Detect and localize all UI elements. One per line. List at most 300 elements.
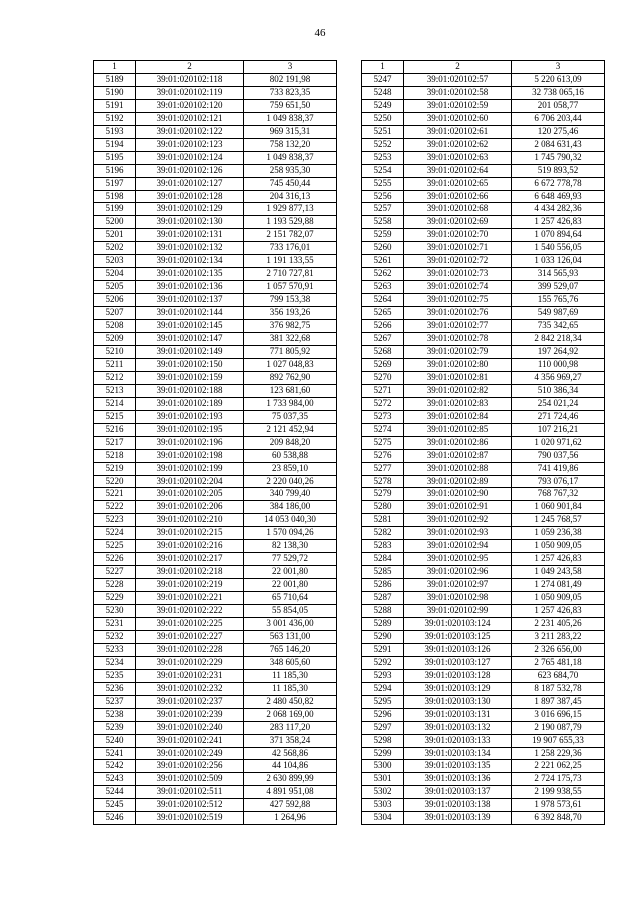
- cadastral-number: 39:01:020102:237: [136, 695, 244, 708]
- row-number: 5282: [362, 527, 404, 540]
- cadastral-value: 768 767,32: [512, 488, 605, 501]
- row-number: 5190: [94, 86, 136, 99]
- cadastral-value: 271 724,46: [512, 410, 605, 423]
- table-row: [362, 203, 605, 216]
- table-row: [94, 734, 337, 747]
- table-row: [94, 177, 337, 190]
- cadastral-value: 23 859,10: [244, 462, 337, 475]
- cadastral-value: 1 733 984,00: [244, 397, 337, 410]
- table-row: [362, 475, 605, 488]
- cadastral-value: 1 049 838,37: [244, 112, 337, 125]
- cadastral-number: 39:01:020102:124: [136, 151, 244, 164]
- table-row: [362, 436, 605, 449]
- cadastral-number: 39:01:020102:189: [136, 397, 244, 410]
- cadastral-number: 39:01:020102:188: [136, 384, 244, 397]
- row-number: 5225: [94, 540, 136, 553]
- cadastral-number: 39:01:020102:79: [404, 345, 512, 358]
- row-number: 5292: [362, 656, 404, 669]
- row-number: 5260: [362, 242, 404, 255]
- table-row: [94, 553, 337, 566]
- cadastral-value: 1 245 768,57: [512, 514, 605, 527]
- cadastral-number: 39:01:020102:222: [136, 605, 244, 618]
- cadastral-number: 39:01:020103:126: [404, 643, 512, 656]
- cadastral-value: 2 480 450,82: [244, 695, 337, 708]
- row-number: 5283: [362, 540, 404, 553]
- table-row: [94, 617, 337, 630]
- cadastral-value: 1 070 894,64: [512, 229, 605, 242]
- table-row: [362, 786, 605, 799]
- cadastral-table-left: [93, 60, 337, 825]
- cadastral-number: 39:01:020103:131: [404, 708, 512, 721]
- table-row: [362, 553, 605, 566]
- row-number: 5191: [94, 99, 136, 112]
- cadastral-number: 39:01:020102:229: [136, 656, 244, 669]
- cadastral-number: 39:01:020102:150: [136, 358, 244, 371]
- cadastral-number: 39:01:020102:512: [136, 799, 244, 812]
- cadastral-number: 39:01:020102:73: [404, 268, 512, 281]
- table-row: [362, 384, 605, 397]
- cadastral-number: 39:01:020103:132: [404, 721, 512, 734]
- cadastral-value: 82 138,30: [244, 540, 337, 553]
- row-number: 5252: [362, 138, 404, 151]
- cadastral-value: 384 186,00: [244, 501, 337, 514]
- cadastral-value: 314 565,93: [512, 268, 605, 281]
- cadastral-value: 1 193 529,88: [244, 216, 337, 229]
- header-row: [94, 61, 337, 74]
- row-number: 5298: [362, 734, 404, 747]
- cadastral-number: 39:01:020102:231: [136, 669, 244, 682]
- column-header: 1: [362, 61, 404, 74]
- table-row: [94, 125, 337, 138]
- table-row: [94, 656, 337, 669]
- row-number: 5259: [362, 229, 404, 242]
- table-row: [94, 462, 337, 475]
- cadastral-value: 381 322,68: [244, 333, 337, 346]
- cadastral-value: 2 199 938,55: [512, 786, 605, 799]
- row-number: 5208: [94, 320, 136, 333]
- table-row: [94, 242, 337, 255]
- cadastral-number: 39:01:020102:64: [404, 164, 512, 177]
- table-row: [94, 203, 337, 216]
- row-number: 5201: [94, 229, 136, 242]
- cadastral-value: 32 738 065,16: [512, 86, 605, 99]
- cadastral-value: 2 068 169,00: [244, 708, 337, 721]
- cadastral-number: 39:01:020102:85: [404, 423, 512, 436]
- table-row: [362, 527, 605, 540]
- cadastral-value: 60 538,88: [244, 449, 337, 462]
- cadastral-value: 2 724 175,73: [512, 773, 605, 786]
- cadastral-value: 741 419,86: [512, 462, 605, 475]
- cadastral-number: 39:01:020102:205: [136, 488, 244, 501]
- table-row: [362, 112, 605, 125]
- cadastral-number: 39:01:020102:81: [404, 371, 512, 384]
- cadastral-number: 39:01:020103:133: [404, 734, 512, 747]
- cadastral-number: 39:01:020102:135: [136, 268, 244, 281]
- row-number: 5210: [94, 345, 136, 358]
- cadastral-value: 2 221 062,25: [512, 760, 605, 773]
- row-number: 5205: [94, 281, 136, 294]
- row-number: 5199: [94, 203, 136, 216]
- cadastral-number: 39:01:020102:80: [404, 358, 512, 371]
- cadastral-value: 340 799,40: [244, 488, 337, 501]
- table-row: [94, 151, 337, 164]
- cadastral-value: 283 117,20: [244, 721, 337, 734]
- cadastral-number: 39:01:020102:129: [136, 203, 244, 216]
- row-number: 5301: [362, 773, 404, 786]
- column-header: 1: [94, 61, 136, 74]
- cadastral-value: 4 434 282,36: [512, 203, 605, 216]
- cadastral-value: 3 211 283,22: [512, 630, 605, 643]
- cadastral-value: 969 315,31: [244, 125, 337, 138]
- row-number: 5275: [362, 436, 404, 449]
- cadastral-number: 39:01:020102:88: [404, 462, 512, 475]
- cadastral-value: 1 274 081,49: [512, 579, 605, 592]
- cadastral-value: 1 033 126,04: [512, 255, 605, 268]
- row-number: 5211: [94, 358, 136, 371]
- cadastral-value: 1 978 573,61: [512, 799, 605, 812]
- cadastral-value: 107 216,21: [512, 423, 605, 436]
- row-number: 5250: [362, 112, 404, 125]
- cadastral-number: 39:01:020103:134: [404, 747, 512, 760]
- cadastral-value: 733 176,01: [244, 242, 337, 255]
- cadastral-number: 39:01:020102:204: [136, 475, 244, 488]
- table-row: [362, 281, 605, 294]
- cadastral-number: 39:01:020102:210: [136, 514, 244, 527]
- row-number: 5242: [94, 760, 136, 773]
- table-row: [362, 540, 605, 553]
- cadastral-number: 39:01:020102:95: [404, 553, 512, 566]
- header-row: [362, 61, 605, 74]
- row-number: 5253: [362, 151, 404, 164]
- row-number: 5226: [94, 553, 136, 566]
- table-row: [362, 592, 605, 605]
- cadastral-number: 39:01:020102:68: [404, 203, 512, 216]
- cadastral-number: 39:01:020102:249: [136, 747, 244, 760]
- table-row: [94, 190, 337, 203]
- table-row: [362, 345, 605, 358]
- cadastral-value: 1 540 556,05: [512, 242, 605, 255]
- row-number: 5258: [362, 216, 404, 229]
- cadastral-value: 120 275,46: [512, 125, 605, 138]
- cadastral-value: 733 823,35: [244, 86, 337, 99]
- cadastral-value: 1 191 133,55: [244, 255, 337, 268]
- row-number: 5212: [94, 371, 136, 384]
- table-row: [94, 540, 337, 553]
- table-row: [362, 721, 605, 734]
- table-row: [94, 592, 337, 605]
- row-number: 5262: [362, 268, 404, 281]
- row-number: 5256: [362, 190, 404, 203]
- table-row: [362, 242, 605, 255]
- row-number: 5216: [94, 423, 136, 436]
- cadastral-number: 39:01:020102:145: [136, 320, 244, 333]
- cadastral-number: 39:01:020103:139: [404, 812, 512, 825]
- table-row: [94, 333, 337, 346]
- table-row: [94, 384, 337, 397]
- cadastral-value: 2 630 899,99: [244, 773, 337, 786]
- table-row: [94, 605, 337, 618]
- table-row: [94, 721, 337, 734]
- cadastral-value: 22 001,80: [244, 579, 337, 592]
- cadastral-number: 39:01:020102:159: [136, 371, 244, 384]
- cadastral-number: 39:01:020102:94: [404, 540, 512, 553]
- row-number: 5218: [94, 449, 136, 462]
- cadastral-number: 39:01:020103:130: [404, 695, 512, 708]
- cadastral-value: 110 000,98: [512, 358, 605, 371]
- cadastral-number: 39:01:020102:232: [136, 682, 244, 695]
- cadastral-number: 39:01:020102:241: [136, 734, 244, 747]
- cadastral-number: 39:01:020102:66: [404, 190, 512, 203]
- cadastral-value: 1 257 426,83: [512, 216, 605, 229]
- row-number: 5236: [94, 682, 136, 695]
- table-row: [94, 630, 337, 643]
- cadastral-number: 39:01:020102:57: [404, 73, 512, 86]
- cadastral-value: 42 568,86: [244, 747, 337, 760]
- table-row: [362, 294, 605, 307]
- cadastral-number: 39:01:020102:91: [404, 501, 512, 514]
- cadastral-number: 39:01:020103:138: [404, 799, 512, 812]
- row-number: 5286: [362, 579, 404, 592]
- cadastral-number: 39:01:020102:75: [404, 294, 512, 307]
- table-row: [362, 307, 605, 320]
- cadastral-value: 44 104,86: [244, 760, 337, 773]
- row-number: 5297: [362, 721, 404, 734]
- row-number: 5280: [362, 501, 404, 514]
- cadastral-value: 519 893,52: [512, 164, 605, 177]
- cadastral-value: 399 529,07: [512, 281, 605, 294]
- cadastral-number: 39:01:020102:239: [136, 708, 244, 721]
- cadastral-value: 254 021,24: [512, 397, 605, 410]
- cadastral-value: 14 053 040,30: [244, 514, 337, 527]
- cadastral-number: 39:01:020102:65: [404, 177, 512, 190]
- row-number: 5234: [94, 656, 136, 669]
- cadastral-number: 39:01:020102:59: [404, 99, 512, 112]
- cadastral-value: 3 016 696,15: [512, 708, 605, 721]
- cadastral-value: 65 710,64: [244, 592, 337, 605]
- cadastral-value: 348 605,60: [244, 656, 337, 669]
- table-row: [94, 643, 337, 656]
- cadastral-value: 6 672 778,78: [512, 177, 605, 190]
- cadastral-value: 6 392 848,70: [512, 812, 605, 825]
- row-number: 5263: [362, 281, 404, 294]
- table-row: [362, 320, 605, 333]
- cadastral-number: 39:01:020102:199: [136, 462, 244, 475]
- row-number: 5189: [94, 73, 136, 86]
- cadastral-number: 39:01:020102:74: [404, 281, 512, 294]
- table-row: [362, 177, 605, 190]
- column-header: 2: [404, 61, 512, 74]
- cadastral-value: 2 231 405,26: [512, 617, 605, 630]
- cadastral-value: 1 897 387,45: [512, 695, 605, 708]
- row-number: 5264: [362, 294, 404, 307]
- cadastral-value: 563 131,00: [244, 630, 337, 643]
- table-row: [362, 656, 605, 669]
- table-row: [94, 501, 337, 514]
- row-number: 5220: [94, 475, 136, 488]
- table-row: [94, 268, 337, 281]
- cadastral-value: 2 326 656,00: [512, 643, 605, 656]
- cadastral-number: 39:01:020102:519: [136, 812, 244, 825]
- row-number: 5300: [362, 760, 404, 773]
- row-number: 5303: [362, 799, 404, 812]
- row-number: 5285: [362, 566, 404, 579]
- row-number: 5257: [362, 203, 404, 216]
- row-number: 5296: [362, 708, 404, 721]
- cadastral-number: 39:01:020102:256: [136, 760, 244, 773]
- row-number: 5196: [94, 164, 136, 177]
- cadastral-number: 39:01:020102:195: [136, 423, 244, 436]
- table-row: [362, 371, 605, 384]
- cadastral-number: 39:01:020102:58: [404, 86, 512, 99]
- row-number: 5195: [94, 151, 136, 164]
- cadastral-value: 201 058,77: [512, 99, 605, 112]
- row-number: 5293: [362, 669, 404, 682]
- row-number: 5222: [94, 501, 136, 514]
- cadastral-value: 1 257 426,83: [512, 553, 605, 566]
- cadastral-number: 39:01:020102:511: [136, 786, 244, 799]
- cadastral-value: 4 891 951,08: [244, 786, 337, 799]
- table-row: [94, 138, 337, 151]
- cadastral-number: 39:01:020102:77: [404, 320, 512, 333]
- cadastral-value: 2 084 631,43: [512, 138, 605, 151]
- cadastral-value: 1 050 909,05: [512, 540, 605, 553]
- table-row: [94, 812, 337, 825]
- row-number: 5200: [94, 216, 136, 229]
- table-row: [362, 708, 605, 721]
- table-row: [94, 773, 337, 786]
- row-number: 5232: [94, 630, 136, 643]
- cadastral-number: 39:01:020102:119: [136, 86, 244, 99]
- cadastral-number: 39:01:020102:98: [404, 592, 512, 605]
- table-row: [362, 773, 605, 786]
- table-row: [362, 579, 605, 592]
- cadastral-value: 1 049 243,58: [512, 566, 605, 579]
- row-number: 5284: [362, 553, 404, 566]
- table-row: [94, 229, 337, 242]
- cadastral-number: 39:01:020102:121: [136, 112, 244, 125]
- cadastral-number: 39:01:020103:137: [404, 786, 512, 799]
- table-body-left: [94, 61, 337, 825]
- cadastral-number: 39:01:020102:86: [404, 436, 512, 449]
- table-row: [362, 605, 605, 618]
- table-row: [94, 345, 337, 358]
- cadastral-number: 39:01:020102:134: [136, 255, 244, 268]
- cadastral-number: 39:01:020102:89: [404, 475, 512, 488]
- table-row: [94, 682, 337, 695]
- row-number: 5247: [362, 73, 404, 86]
- cadastral-number: 39:01:020102:123: [136, 138, 244, 151]
- cadastral-number: 39:01:020103:136: [404, 773, 512, 786]
- row-number: 5304: [362, 812, 404, 825]
- cadastral-number: 39:01:020102:93: [404, 527, 512, 540]
- row-number: 5266: [362, 320, 404, 333]
- cadastral-number: 39:01:020102:219: [136, 579, 244, 592]
- column-header: 2: [136, 61, 244, 74]
- table-row: [362, 747, 605, 760]
- row-number: 5267: [362, 333, 404, 346]
- cadastral-value: 793 076,17: [512, 475, 605, 488]
- row-number: 5192: [94, 112, 136, 125]
- cadastral-number: 39:01:020103:125: [404, 630, 512, 643]
- cadastral-value: 1 264,96: [244, 812, 337, 825]
- row-number: 5241: [94, 747, 136, 760]
- table-row: [94, 475, 337, 488]
- cadastral-number: 39:01:020102:128: [136, 190, 244, 203]
- table-row: [362, 734, 605, 747]
- cadastral-number: 39:01:020102:63: [404, 151, 512, 164]
- table-row: [94, 73, 337, 86]
- row-number: 5248: [362, 86, 404, 99]
- table-row: [94, 164, 337, 177]
- row-number: 5269: [362, 358, 404, 371]
- row-number: 5299: [362, 747, 404, 760]
- cadastral-value: 799 153,38: [244, 294, 337, 307]
- table-row: [94, 760, 337, 773]
- cadastral-number: 39:01:020102:144: [136, 307, 244, 320]
- row-number: 5244: [94, 786, 136, 799]
- cadastral-number: 39:01:020102:76: [404, 307, 512, 320]
- cadastral-value: 2 710 727,81: [244, 268, 337, 281]
- cadastral-value: 771 805,92: [244, 345, 337, 358]
- row-number: 5230: [94, 605, 136, 618]
- cadastral-value: 371 358,24: [244, 734, 337, 747]
- row-number: 5245: [94, 799, 136, 812]
- table-row: [362, 151, 605, 164]
- table-row: [94, 449, 337, 462]
- column-header: 3: [244, 61, 337, 74]
- cadastral-value: 2 121 452,94: [244, 423, 337, 436]
- cadastral-number: 39:01:020102:99: [404, 605, 512, 618]
- row-number: 5198: [94, 190, 136, 203]
- cadastral-value: 2 842 218,34: [512, 333, 605, 346]
- cadastral-number: 39:01:020102:122: [136, 125, 244, 138]
- table-row: [94, 527, 337, 540]
- row-number: 5207: [94, 307, 136, 320]
- row-number: 5254: [362, 164, 404, 177]
- table-row: [362, 682, 605, 695]
- cadastral-value: 2 765 481,18: [512, 656, 605, 669]
- cadastral-value: 549 987,69: [512, 307, 605, 320]
- row-number: 5249: [362, 99, 404, 112]
- cadastral-value: 427 592,88: [244, 799, 337, 812]
- table-row: [362, 462, 605, 475]
- row-number: 5246: [94, 812, 136, 825]
- table-row: [362, 73, 605, 86]
- row-number: 5233: [94, 643, 136, 656]
- table-row: [94, 99, 337, 112]
- cadastral-value: 75 037,35: [244, 410, 337, 423]
- table-row: [362, 138, 605, 151]
- row-number: 5237: [94, 695, 136, 708]
- cadastral-number: 39:01:020103:124: [404, 617, 512, 630]
- cadastral-number: 39:01:020103:128: [404, 669, 512, 682]
- row-number: 5281: [362, 514, 404, 527]
- table-row: [362, 410, 605, 423]
- page-number: 46: [314, 27, 326, 39]
- row-number: 5255: [362, 177, 404, 190]
- cadastral-number: 39:01:020102:72: [404, 255, 512, 268]
- table-row: [94, 307, 337, 320]
- cadastral-value: 204 316,13: [244, 190, 337, 203]
- cadastral-number: 39:01:020102:83: [404, 397, 512, 410]
- column-header: 3: [512, 61, 605, 74]
- row-number: 5219: [94, 462, 136, 475]
- row-number: 5271: [362, 384, 404, 397]
- cadastral-number: 39:01:020103:129: [404, 682, 512, 695]
- cadastral-number: 39:01:020102:509: [136, 773, 244, 786]
- row-number: 5294: [362, 682, 404, 695]
- table-row: [362, 255, 605, 268]
